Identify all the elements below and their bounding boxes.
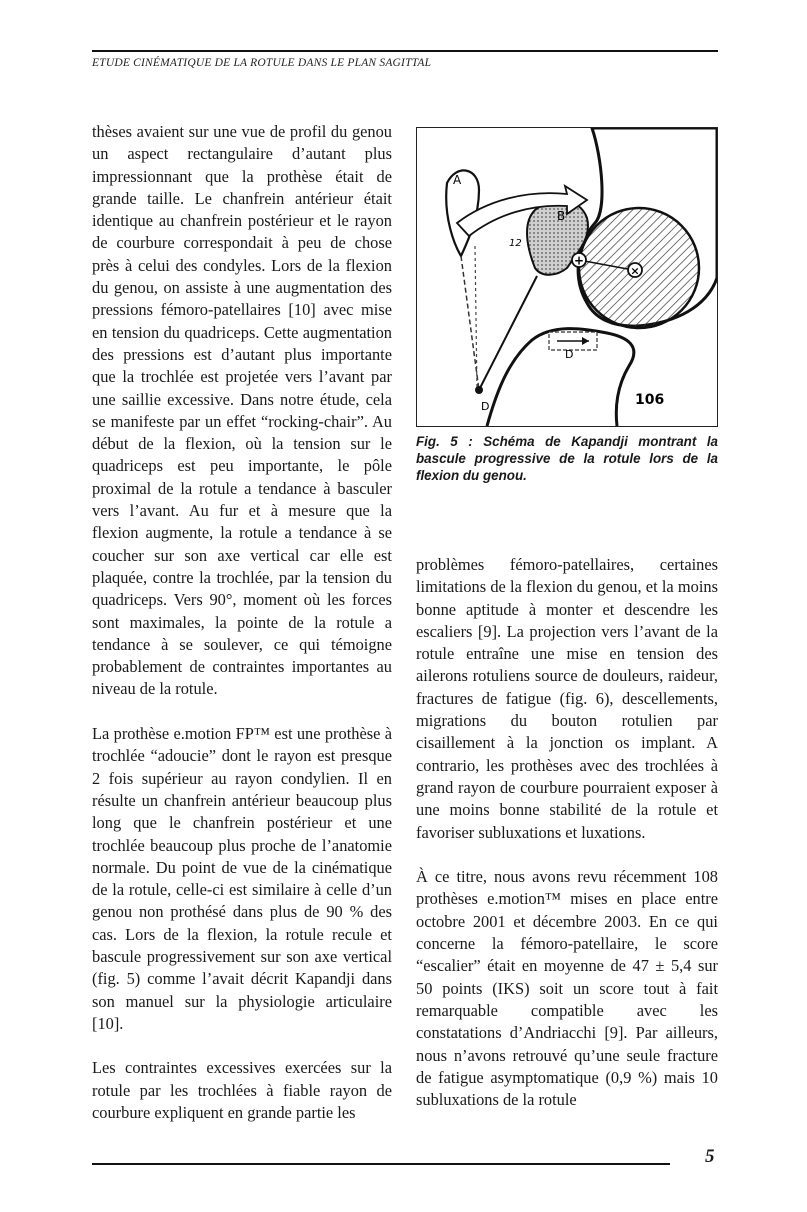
label-d-lower: D [481,400,490,413]
body-paragraph: thèses avaient sur une vue de profil du genou un aspect rectangulaire d’autant plus impressionnant que la prothèse était de grande taille. Le chanfrein antérieur était identique au chanfrein postérieur et le rayon de courbure correspondait à peu de chose près à celui des condyles. Lors de la flexion du genou, on assiste à une augmentation des pressions fémoro-patellaires [10] avec mise en tension du quadriceps. Cette augmentation des pressions est d’autant plus importante que la trochlée est projetée vers l’avant par une saillie excessive. Dans notre étude, cela se manifeste par un effet “rocking-chair”. Au début de la flexion, où la tension sur le quadriceps est peu importante, le pôle proximal de la rotule a tendance à basculer vers l’avant. Au fur et à mesure que la flexion augmente, la rotule a tendance à se coucher sur son axe vertical car elle est plaquée, contre la trochlée, par la tension du quadriceps. Vers 90°, moment où les forces sont maximales, la pointe de la rotule a tendance à se soulever, ce qui témoigne probablement de contraintes importantes au niveau de la rotule. [92,122,392,699]
svg-text:+: + [573,253,585,268]
left-column [92,121,392,1124]
body-paragraph: problèmes fémoro-patellaires, certaines limitations de la flexion du genou, et la moins bonne aptitude à monter et descendre les escaliers [9]. La projection vers l’avant de la rotule entraîne une mise en tension des ailerons rotuliens source de douleurs, raideur, fractures de fatigue (fig. 6), descellements, migrations du bouton rotulien par cisaillement à la jonction os implant. A contrario, les prothèses avec des trochlées à grand rayon de courbure pourraient exposer à une moins bonne stabilité de la rotule et favoriser subluxations et luxations. [416,555,718,842]
body-paragraph: À ce titre, nous avons revu récemment 108 prothèses e.motion™ mises en place entre octobre 2001 et décembre 2003. En ce qui concerne la fémoro-patellaire, le score “escalier” était en moyenne de 47 ± 5,4 sur 50 points (IKS) soit un score tout à fait remarquable compatible avec les constatations d’Andriacchi [9]. Par ailleurs, nous n’avons retrouvé qu’une seule fracture de fatigue asymptomatique (0,9 %) mais 10 subluxations de la rotule [416,867,718,1110]
body-paragraph: Les contraintes excessives exercées sur la rotule par les trochlées à fiable rayon de courbure expliquent en grande partie les [92,1058,392,1123]
label-a: A [453,173,462,187]
label-measure: 12 [509,238,522,249]
tendon-line [461,256,479,390]
right-column [416,554,718,1111]
body-paragraph: La prothèse e.motion FP™ est une prothèse à trochlée “adoucie” dont le rayon est presque 2 fois supérieur au rayon condylien. Il en résulte un chanfrein antérieur beaucoup plus long que le chanfrein postérieur et une trochlée beaucoup plus proche de l’anatomie normale. Du point de vue de la cinématique de la rotule, celle-ci est similaire à celle d’un genou non prothésé dans plus de 90 % des cas. Lors de la flexion, la rotule recule et bascule progressivement sur son axe vertical (fig. 5) comme l’avait décrit Kapandji dans son manuel sur la physiologie articulaire [10]. [92,724,392,1033]
svg-text:×: × [630,264,640,278]
footer-rule [92,1163,670,1165]
header-rule [92,50,718,52]
label-d-arrow: D [565,348,574,361]
label-b: B [557,209,566,223]
figure-kapandji-diagram [416,127,718,427]
running-title: ETUDE CINÉMATIQUE DE LA ROTULE DANS LE PLAN SAGITTAL [92,57,432,69]
page-number: 5 [705,1146,715,1167]
label-number: 106 [635,392,665,408]
tibial-tuberosity-point [475,386,483,394]
knee-diagram [417,128,717,426]
figure-caption: Fig. 5 : Schéma de Kapandji montrant la bascule progressive de la rotule lors de la flexion du genou. [416,434,718,483]
